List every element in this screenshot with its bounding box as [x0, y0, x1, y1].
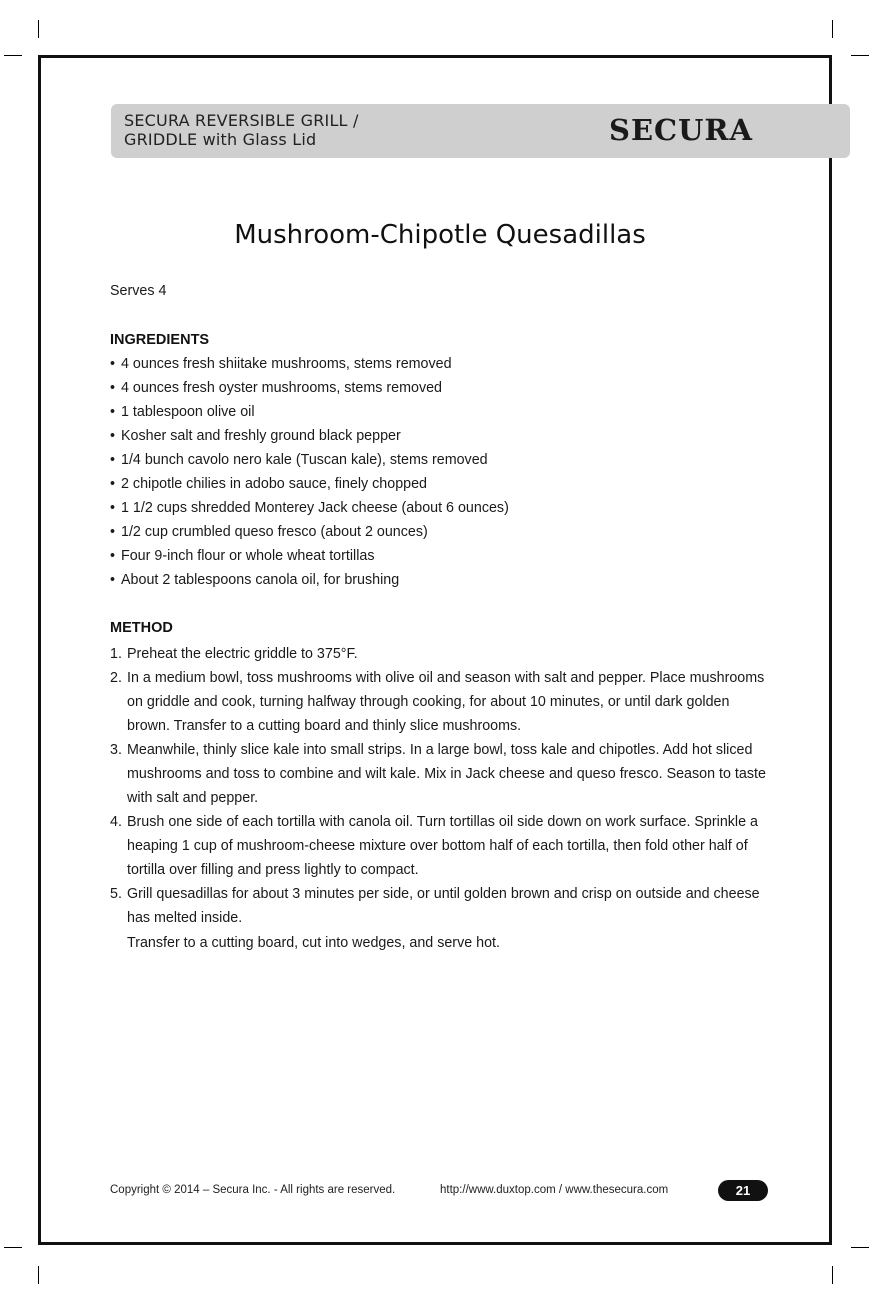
method-heading: METHOD — [110, 620, 173, 636]
crop-mark — [4, 55, 22, 56]
page-number-badge: 21 — [718, 1180, 768, 1201]
method-steps — [110, 642, 770, 930]
list-item: • 1 tablespoon olive oil — [110, 404, 255, 420]
website-urls: http://www.duxtop.com / www.thesecura.com — [440, 1184, 669, 1196]
crop-mark — [38, 1266, 39, 1284]
list-item: • 4 ounces fresh oyster mushrooms, stems removed — [110, 380, 443, 396]
crop-mark — [4, 1247, 22, 1248]
crop-mark — [832, 1266, 833, 1284]
method-step: 5. Grill quesadillas for about 3 minutes per side, or until golden brown and crisp on outside and cheese has melted inside. — [110, 886, 760, 926]
list-item: • 2 chipotle chilies in adobo sauce, finely chopped — [110, 476, 428, 492]
product-title-line1: SECURA REVERSIBLE GRILL / — [124, 111, 359, 130]
list-item: • About 2 tablespoons canola oil, for brushing — [110, 572, 400, 588]
method-closing: Transfer to a cutting board, cut into wedges, and serve hot. — [127, 935, 500, 951]
recipe-title: Mushroom-Chipotle Quesadillas — [234, 220, 646, 250]
list-item: • Kosher salt and freshly ground black pepper — [110, 428, 401, 444]
list-item: • 4 ounces fresh shiitake mushrooms, stems removed — [110, 356, 452, 372]
method-step: 4. Brush one side of each tortilla with canola oil. Turn tortillas oil side down on work surface. Sprinkle a heaping 1 cup of mushroom-cheese mixture over bottom half of each tortilla, then fold other half of tortilla over filling and press lightly to compact. — [110, 814, 758, 878]
list-item: • 1/2 cup crumbled queso fresco (about 2 ounces) — [110, 524, 428, 540]
brand-logo: SECURA — [609, 113, 754, 147]
ingredients-heading: INGREDIENTS — [110, 332, 210, 348]
crop-mark — [851, 55, 869, 56]
list-item: • 1 1/2 cups shredded Monterey Jack cheese (about 6 ounces) — [110, 500, 509, 516]
product-title-line2: GRIDDLE with Glass Lid — [124, 130, 317, 149]
crop-mark — [851, 1247, 869, 1248]
method-step: 2. In a medium bowl, toss mushrooms with olive oil and season with salt and pepper. Place mushrooms on griddle and cook, turning halfway through cooking, for about 10 minutes, or until dark golden brown. Transfer to a cutting board and thinly slice mushrooms. — [110, 670, 765, 734]
crop-mark — [38, 20, 39, 38]
copyright-text: Copyright © 2014 – Secura Inc. - All rights are reserved. — [110, 1184, 396, 1196]
ingredients-list — [110, 354, 509, 594]
product-title — [124, 111, 424, 149]
list-item: • 1/4 bunch cavolo nero kale (Tuscan kale), stems removed — [110, 452, 488, 468]
method-step: 1. Preheat the electric griddle to 375°F. — [110, 646, 358, 662]
serves-text: Serves 4 — [110, 283, 167, 299]
method-step: 3. Meanwhile, thinly slice kale into small strips. In a large bowl, toss kale and chipotles. Add hot sliced mushrooms and toss to combine and wilt kale. Mix in Jack cheese and queso fresco. Season to taste with salt and pepper. — [110, 742, 766, 806]
crop-mark — [832, 20, 833, 38]
list-item: • Four 9-inch flour or whole wheat tortillas — [110, 548, 375, 564]
